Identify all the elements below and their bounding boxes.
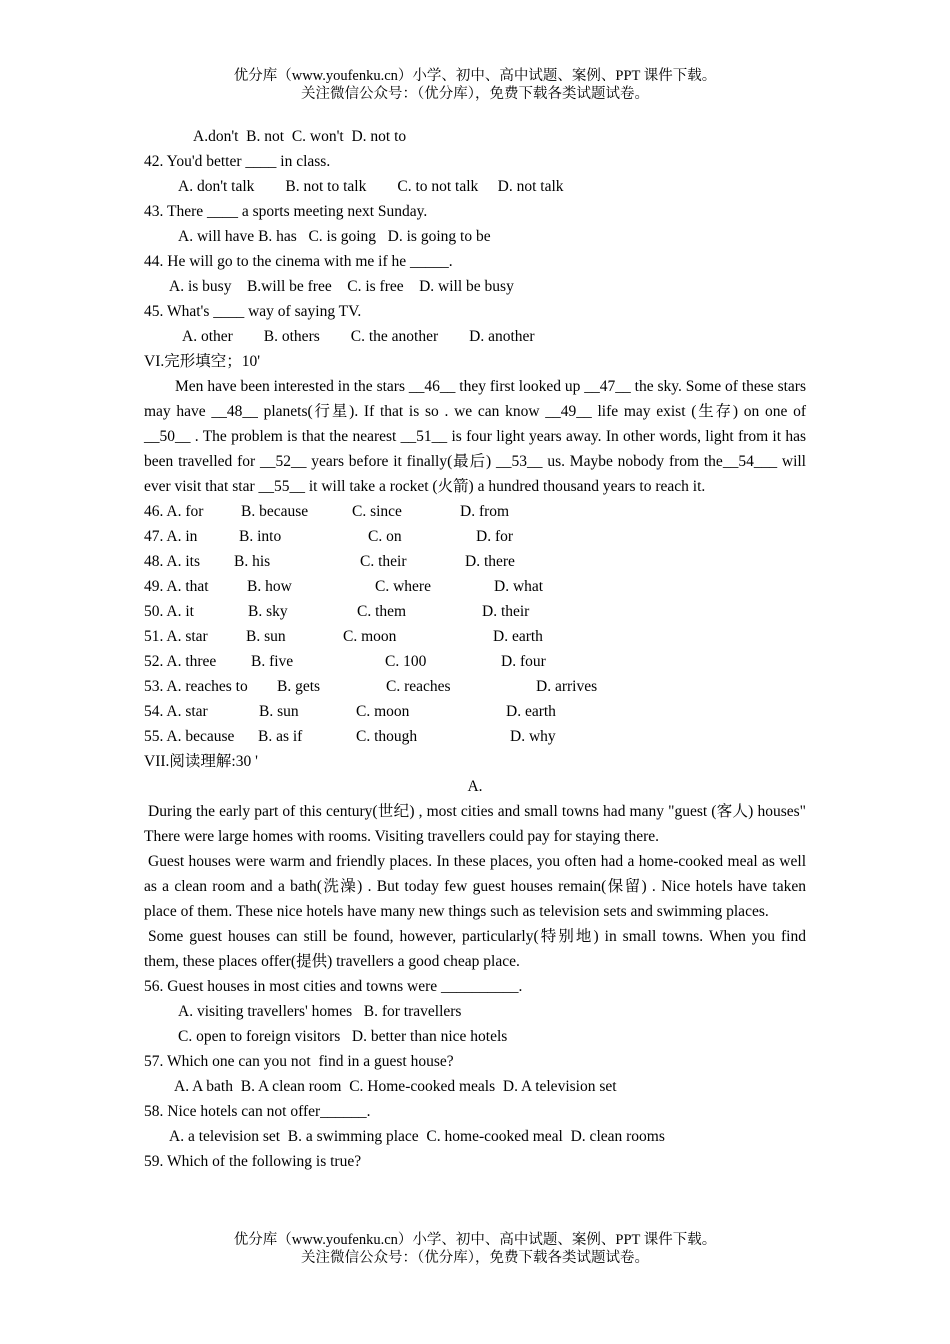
cloze-question-row — [144, 724, 806, 749]
q41-options: A.don't B. not C. won't D. not to — [193, 128, 407, 145]
page-footer — [0, 1231, 950, 1267]
option-a: 51. A. star — [144, 628, 208, 645]
option-d: D. their — [482, 603, 530, 620]
cloze-questions — [144, 499, 806, 749]
option-d: D. four — [501, 653, 546, 670]
q45-options: A. other B. others C. the another D. another — [182, 328, 535, 345]
cloze-question-row — [144, 649, 806, 674]
q57-stem: 57. Which one can you not find in a guest house? — [144, 1053, 454, 1070]
option-a: 48. A. its — [144, 553, 200, 570]
cloze-question-row — [144, 699, 806, 724]
option-c: C. where — [375, 578, 431, 595]
cloze-question-row — [144, 674, 806, 699]
q56-stem: 56. Guest houses in most cities and towns were __________. — [144, 978, 523, 995]
option-a: 46. A. for — [144, 503, 204, 520]
option-c: C. them — [357, 603, 407, 620]
q56-options-line-2: C. open to foreign visitors D. better than nice hotels — [178, 1028, 508, 1045]
section-6-title: VI.完形填空；10' — [144, 353, 261, 370]
page-header — [0, 67, 950, 103]
q58-stem: 58. Nice hotels can not offer______. — [144, 1103, 371, 1120]
q42-options: A. don't talk B. not to talk C. to not talk D. not talk — [178, 178, 564, 195]
option-b: B. five — [251, 653, 294, 670]
option-b: B. sun — [259, 703, 299, 720]
part-a-label: A. — [467, 778, 483, 795]
cloze-question-row — [144, 624, 806, 649]
option-c: C. since — [352, 503, 402, 520]
option-c: C. on — [368, 528, 402, 545]
footer-line-1: 优分库（www.youfenku.cn）小学、初中、高中试题、案例、PPT 课件下载。 — [233, 1232, 717, 1248]
option-a: 52. A. three — [144, 653, 217, 670]
option-b: B. sun — [246, 628, 286, 645]
option-c: C. moon — [356, 703, 410, 720]
option-b: B. because — [241, 503, 309, 520]
section-7-title: VII.阅读理解:30 ' — [144, 753, 258, 770]
option-d: D. for — [476, 528, 514, 545]
footer-line-2: 关注微信公众号：（优分库），免费下载各类试题试卷。 — [301, 1250, 649, 1266]
option-a: 55. A. because — [144, 728, 235, 745]
option-d: D. what — [494, 578, 544, 595]
option-c: C. their — [360, 553, 407, 570]
cloze-question-row — [144, 549, 806, 574]
header-line-1: 优分库（www.youfenku.cn）小学、初中、高中试题、案例、PPT 课件下载。 — [233, 68, 717, 84]
option-d: D. why — [510, 728, 556, 745]
option-d: D. earth — [506, 703, 556, 720]
q43-options: A. will have B. has C. is going D. is going to be — [178, 228, 491, 245]
q57-options: A. A bath B. A clean room C. Home-cooked meals D. A television set — [174, 1078, 617, 1095]
q42-stem: 42. You'd better ____ in class. — [144, 153, 331, 170]
option-c: C. moon — [343, 628, 397, 645]
q44-options: A. is busy B.will be free C. is free D. will be busy — [169, 278, 514, 295]
option-a: 54. A. star — [144, 703, 208, 720]
option-a: 47. A. in — [144, 528, 198, 545]
option-c: C. 100 — [385, 653, 427, 670]
option-b: B. how — [247, 578, 292, 595]
cloze-passage: Men have been interested in the stars __46__ they first looked up __47__ the sky. Some of these stars may have __48__ planets(行星). If that is so . we can know __49__ life may exist (生存) on one of __50__ . The problem is that the nearest __51__ is four light years away. In other words, light from it has been travelled for __52__ years before it finally(最后) __53__ us. Maybe nobody from the__54___ will ever visit that star __55__ it will take a rocket (火箭) a hundred thousand years to reach it. — [144, 378, 806, 495]
q59-stem: 59. Which of the following is true? — [144, 1153, 362, 1170]
option-d: D. arrives — [536, 678, 598, 695]
option-b: B. sky — [248, 603, 288, 620]
reading-paragraph-1: During the early part of this century(世纪) , most cities and small towns had many "guest (客人) houses" There were large homes with rooms. Visiting travellers could pay for staying there. — [144, 803, 806, 845]
q44-stem: 44. He will go to the cinema with me if he _____. — [144, 253, 453, 270]
cloze-question-row — [144, 574, 806, 599]
q43-stem: 43. There ____ a sports meeting next Sunday. — [144, 203, 428, 220]
exam-content — [144, 124, 806, 1174]
option-a: 53. A. reaches to — [144, 678, 248, 695]
cloze-question-row — [144, 524, 806, 549]
option-d: D. there — [465, 553, 515, 570]
option-b: B. as if — [258, 728, 303, 745]
option-d: D. from — [460, 503, 510, 520]
option-c: C. reaches — [386, 678, 451, 695]
option-a: 50. A. it — [144, 603, 194, 620]
option-b: B. gets — [277, 678, 321, 695]
option-b: B. his — [234, 553, 271, 570]
reading-paragraph-2: Guest houses were warm and friendly places. In these places, you often had a home-cooked meal as well as a clean room and a bath(洗澡) . But today few guest houses remain(保留) . Nice hotels have taken place of them. These nice hotels have many new things such as television sets and swimming places. — [144, 853, 806, 920]
cloze-question-row — [144, 499, 806, 524]
option-d: D. earth — [493, 628, 543, 645]
option-a: 49. A. that — [144, 578, 209, 595]
q58-options: A. a television set B. a swimming place C. home-cooked meal D. clean rooms — [169, 1128, 665, 1145]
option-b: B. into — [239, 528, 282, 545]
option-c: C. though — [356, 728, 418, 745]
q56-options-line-1: A. visiting travellers' homes B. for travellers — [178, 1003, 462, 1020]
reading-paragraph-3: Some guest houses can still be found, however, particularly(特别地) in small towns. When you find them, these places offer(提供) travellers a good cheap place. — [144, 928, 806, 970]
q45-stem: 45. What's ____ way of saying TV. — [144, 303, 362, 320]
header-line-2: 关注微信公众号：（优分库），免费下载各类试题试卷。 — [301, 86, 649, 102]
cloze-question-row — [144, 599, 806, 624]
